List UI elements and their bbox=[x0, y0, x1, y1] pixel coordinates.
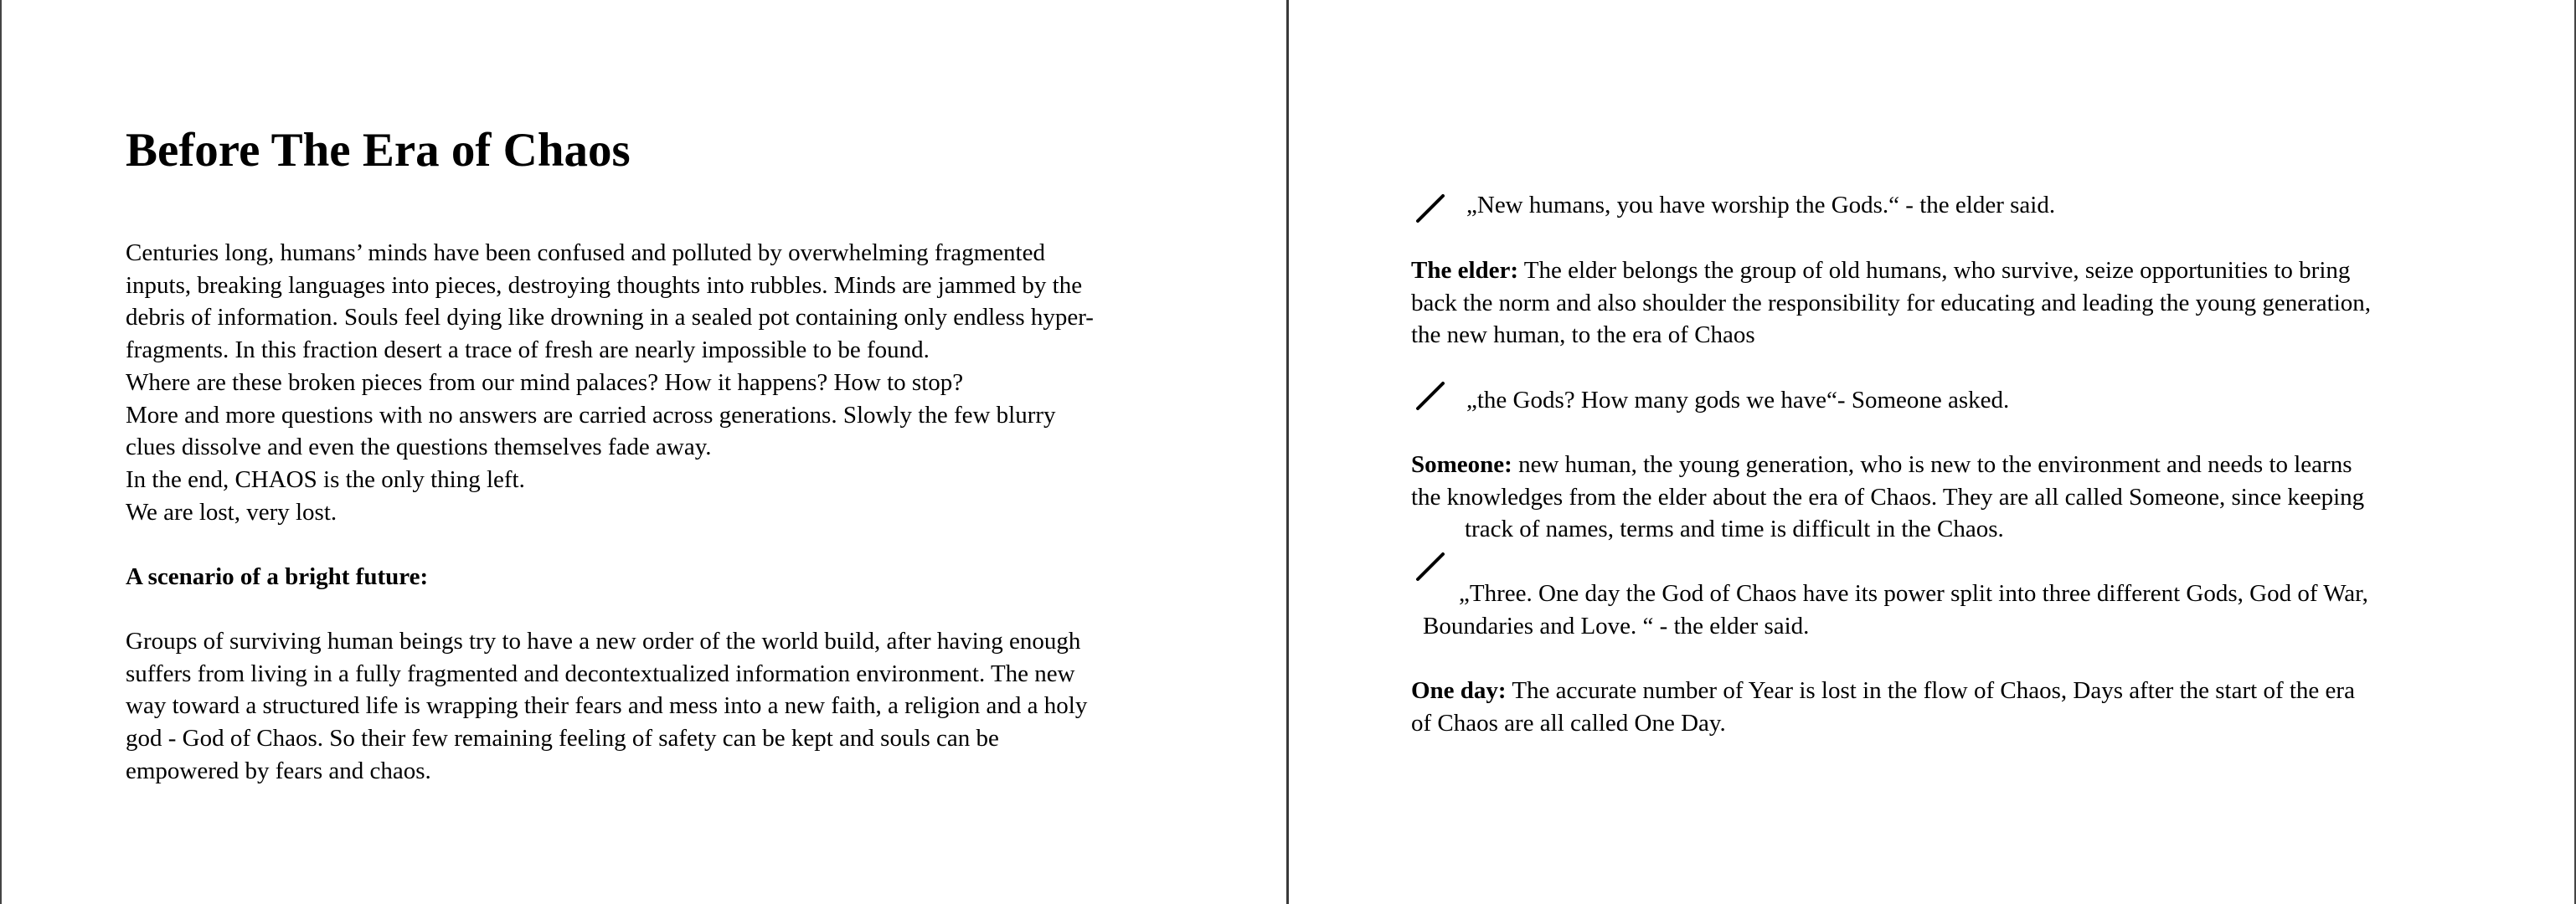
page-title: Before The Era of Chaos bbox=[126, 124, 631, 177]
definition-term: Someone: bbox=[1411, 451, 1512, 478]
dialogue-line-elder-three: „Three. One day the God of Chaos have its power split into three different Gods, God of War, bbox=[1459, 580, 2368, 607]
definition-term: One day: bbox=[1411, 677, 1507, 704]
dialogue-line-elder-three: Boundaries and Love. “ - the elder said. bbox=[1423, 613, 1810, 639]
scenario-line: suffers from living in a fully fragmented and decontextualized information environment. The new bbox=[126, 660, 1075, 687]
right-page bbox=[1289, 0, 2576, 904]
slash-icon bbox=[1411, 377, 1451, 413]
definition-someone bbox=[1411, 449, 2364, 546]
intro-line: debris of information. Souls feel dying like drowning in a sealed pot containing only endless hyper- bbox=[126, 304, 1094, 331]
definition-elder bbox=[1411, 254, 2371, 352]
scenario-line: Groups of surviving human beings try to have a new order of the world build, after having enough bbox=[126, 628, 1081, 655]
definition-text: The elder belongs the group of old humans, who survive, seize opportunities to bring bbox=[1518, 257, 2351, 284]
intro-line: In the end, CHAOS is the only thing left. bbox=[126, 465, 525, 493]
slash-icon bbox=[1411, 189, 1451, 226]
intro-paragraph bbox=[126, 237, 1094, 528]
scenario-line: god - God of Chaos. So their few remaining feeling of safety can be kept and souls can be bbox=[126, 725, 999, 752]
dialogue-line-someone: „the Gods? How many gods we have“- Someone asked. bbox=[1466, 387, 2010, 413]
definition-text: The accurate number of Year is lost in the flow of Chaos, Days after the start of the era bbox=[1506, 677, 2355, 704]
scenario-heading: A scenario of a bright future: bbox=[126, 563, 429, 590]
scenario-paragraph bbox=[126, 625, 1087, 788]
intro-line: More and more questions with no answers are carried across generations. Slowly the few blurry bbox=[126, 401, 1056, 429]
intro-line: inputs, breaking languages into pieces, destroying thoughts into rubbles. Minds are jammed by the bbox=[126, 271, 1083, 299]
dialogue-line-elder: „New humans, you have worship the Gods.“ - the elder said. bbox=[1466, 192, 2056, 218]
definition-line: back the norm and also shoulder the responsibility for educating and leading the young generation, bbox=[1411, 289, 2371, 316]
definition-line bbox=[1411, 449, 2364, 481]
definition-text: new human, the young generation, who is new to the environment and needs to learns bbox=[1512, 451, 2352, 478]
slash-icon bbox=[1411, 547, 1451, 584]
definition-line: the knowledges from the elder about the era of Chaos. They are all called Someone, since keeping bbox=[1411, 483, 2365, 511]
definition-line: track of names, terms and time is difficult in the Chaos. bbox=[1465, 516, 2004, 543]
scenario-line: empowered by fears and chaos. bbox=[126, 757, 431, 784]
intro-line: Where are these broken pieces from our mind palaces? How it happens? How to stop? bbox=[126, 368, 964, 396]
definition-line: the new human, to the era of Chaos bbox=[1411, 321, 1755, 349]
left-page bbox=[0, 0, 1286, 904]
definition-one-day bbox=[1411, 675, 2355, 739]
intro-line: clues dissolve and even the questions themselves fade away. bbox=[126, 434, 712, 461]
intro-line: We are lost, very lost. bbox=[126, 498, 337, 526]
scenario-line: way toward a structured life is wrapping their fears and mess into a new faith, a religion and a holy bbox=[126, 692, 1088, 720]
intro-line: Centuries long, humans’ minds have been confused and polluted by overwhelming fragmented bbox=[126, 239, 1045, 266]
definition-line bbox=[1411, 254, 2371, 287]
definition-line: of Chaos are all called One Day. bbox=[1411, 709, 1726, 737]
definition-term: The elder: bbox=[1411, 257, 1519, 284]
intro-line: fragments. In this fraction desert a trace of fresh are nearly impossible to be found. bbox=[126, 336, 930, 364]
definition-line bbox=[1411, 675, 2355, 707]
